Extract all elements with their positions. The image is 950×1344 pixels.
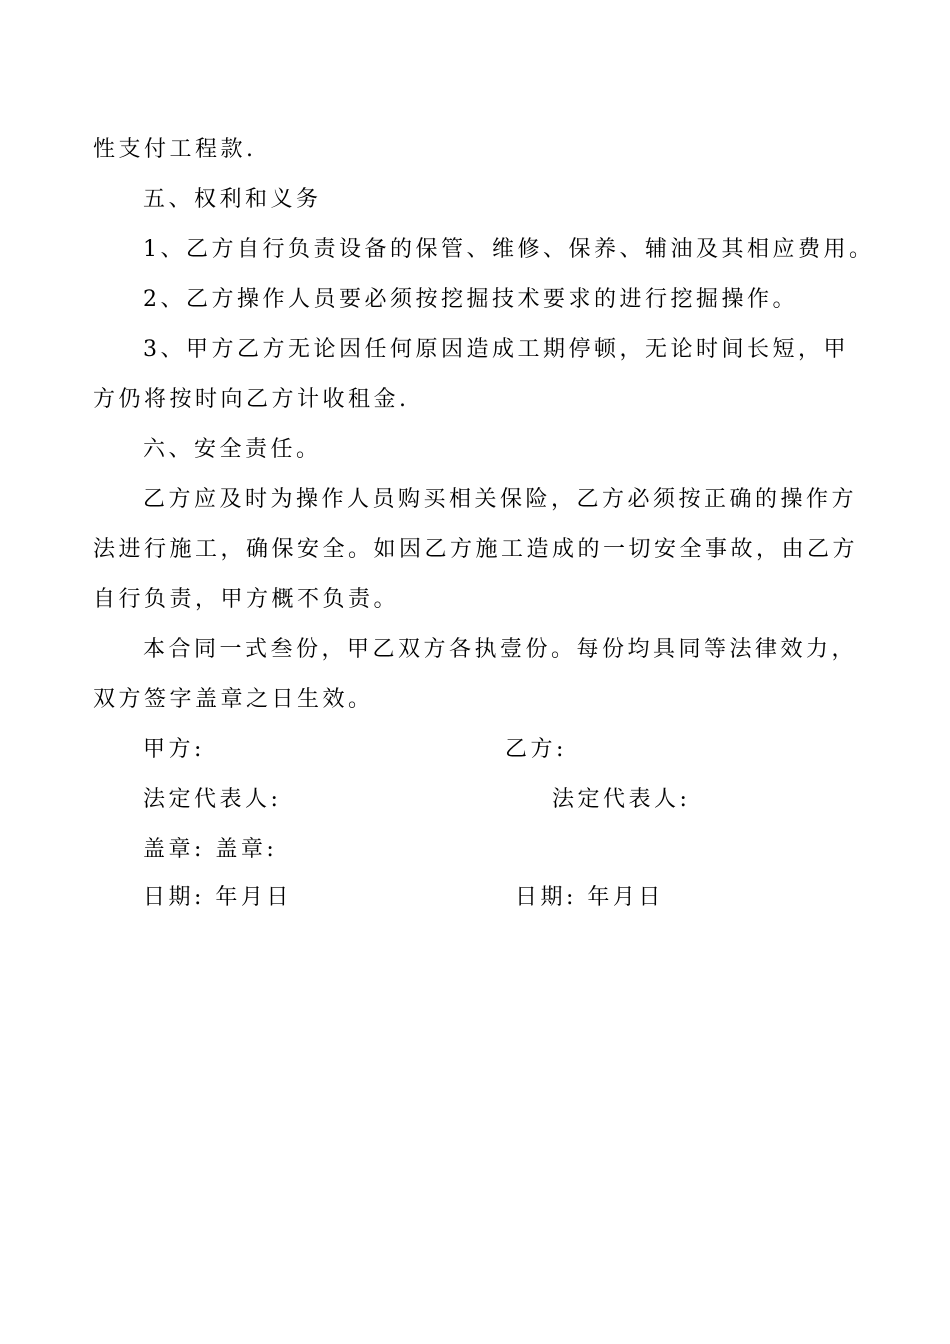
section-heading-rights: 五、权利和义务 xyxy=(143,187,322,212)
clause-3: 3、甲方乙方无论因任何原因造成工期停顿，无论时间长短，甲 xyxy=(143,337,849,362)
date-a-label: 日期: 年月日 xyxy=(143,885,292,910)
party-b-label: 乙方: xyxy=(505,737,567,762)
party-a-label: 甲方: xyxy=(143,737,205,762)
safety-paragraph-line-1: 乙方应及时为操作人员购买相关保险，乙方必须按正确的操作方 xyxy=(143,487,858,512)
copies-paragraph-line-1: 本合同一式叁份，甲乙双方各执壹份。每份均具同等法律效力， xyxy=(143,637,858,662)
date-b-label: 日期: 年月日 xyxy=(515,885,664,910)
clause-1: 1、乙方自行负责设备的保管、维修、保养、辅油及其相应费用。 xyxy=(143,237,875,262)
paragraph-line: 性支付工程款. xyxy=(93,137,257,162)
section-heading-safety: 六、安全责任。 xyxy=(143,437,322,462)
safety-paragraph-line-3: 自行负责，甲方概不负责。 xyxy=(93,587,400,612)
clause-2: 2、乙方操作人员要必须按挖掘技术要求的进行挖掘操作。 xyxy=(143,287,798,312)
legal-rep-a-label: 法定代表人: xyxy=(143,787,282,812)
seal-label: 盖章: 盖章: xyxy=(143,837,278,862)
safety-paragraph-line-2: 法进行施工，确保安全。如因乙方施工造成的一切安全事故，由乙方 xyxy=(93,537,859,562)
clause-3-continued: 方仍将按时向乙方计收租金. xyxy=(93,387,410,412)
copies-paragraph-line-2: 双方签字盖章之日生效。 xyxy=(93,687,374,712)
legal-rep-b-label: 法定代表人: xyxy=(552,787,691,812)
